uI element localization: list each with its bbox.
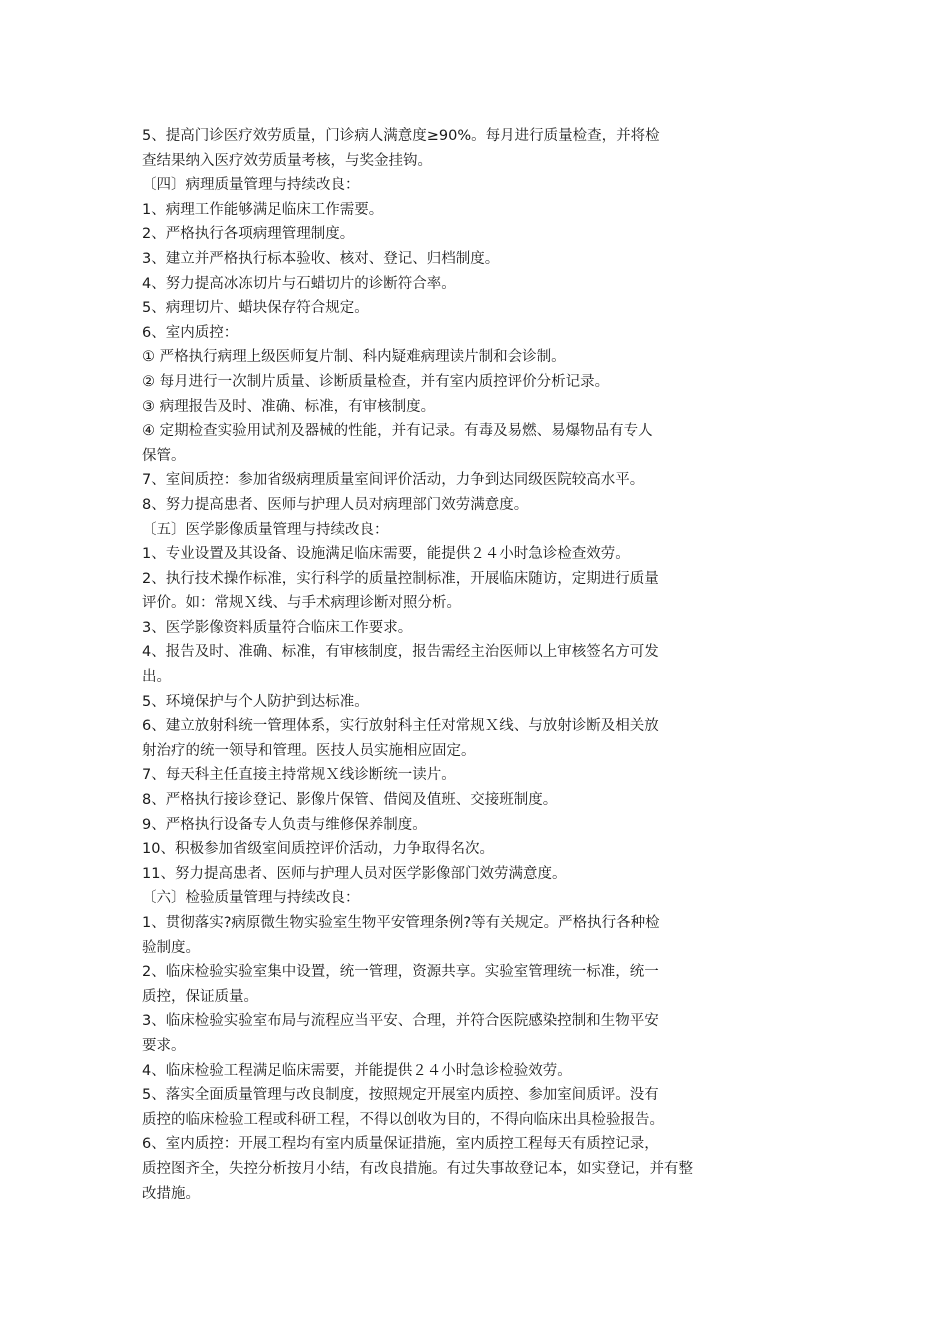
text-line: ② 每月进行一次制片质量、诊断质量检查，并有室内质控评价分析记录。 bbox=[142, 373, 610, 390]
text-line: 验制度。 bbox=[142, 939, 200, 956]
text-line: 2、严格执行各项病理管理制度。 bbox=[142, 226, 355, 243]
section-heading: 〔五〕医学影像质量管理与持续改良： bbox=[142, 521, 389, 538]
text-line: 9、严格执行设备专人负责与维修保养制度。 bbox=[142, 816, 427, 833]
text-line: 出。 bbox=[142, 669, 171, 686]
text-line: 查结果纳入医疗效劳质量考核，与奖金挂钩。 bbox=[142, 152, 432, 169]
text-line: 10、积极参加省级室间质控评价活动，力争取得名次。 bbox=[142, 841, 494, 858]
text-line: 质控，保证质量。 bbox=[142, 988, 258, 1005]
text-line: 4、临床检验工程满足临床需要，并能提供２４小时急诊检验效劳。 bbox=[142, 1062, 572, 1079]
text-line: 要求。 bbox=[142, 1037, 186, 1054]
text-line: 4、努力提高冰冻切片与石蜡切片的诊断符合率。 bbox=[142, 275, 456, 292]
text-line: 7、室间质控：参加省级病理质量室间评价活动，力争到达同级医院较高水平。 bbox=[142, 472, 645, 489]
text-line: 8、严格执行接诊登记、影像片保管、借阅及值班、交接班制度。 bbox=[142, 792, 558, 809]
text-line: 3、医学影像资料质量符合临床工作要求。 bbox=[142, 619, 413, 636]
text-line: 2、执行技术操作标准，实行科学的质量控制标准，开展临床随访，定期进行质量 bbox=[142, 570, 659, 587]
text-line: 5、提高门诊医疗效劳质量，门诊病人满意度≥90%。每月进行质量检查，并将检 bbox=[142, 128, 660, 144]
text-line: 1、病理工作能够满足临床工作需要。 bbox=[142, 201, 384, 218]
text-line: 5、环境保护与个人防护到达标准。 bbox=[142, 693, 369, 710]
text-line: 6、室内质控：开展工程均有室内质量保证措施，室内质控工程每天有质控记录， bbox=[142, 1136, 659, 1153]
text-line: 评价。如：常规Ｘ线、与手术病理诊断对照分析。 bbox=[142, 595, 461, 612]
text-line: ④ 定期检查实验用试剂及器械的性能，并有记录。有毒及易燃、易爆物品有专人 bbox=[142, 423, 653, 440]
text-line: 改措施。 bbox=[142, 1185, 200, 1202]
text-line: 5、病理切片、蜡块保存符合规定。 bbox=[142, 300, 369, 317]
text-line: ① 严格执行病理上级医师复片制、科内疑难病理读片制和会诊制。 bbox=[142, 349, 566, 366]
text-line: 2、临床检验实验室集中设置，统一管理，资源共享。实验室管理统一标准，统一 bbox=[142, 964, 659, 981]
text-line: 射治疗的统一领导和管理。医技人员实施相应固定。 bbox=[142, 742, 476, 759]
text-line: 11、努力提高患者、医师与护理人员对医学影像部门效劳满意度。 bbox=[142, 865, 567, 882]
text-line: 1、贯彻落实?病原微生物实验室生物平安管理条例?等有关规定。严格执行各种检 bbox=[142, 915, 660, 931]
text-line: 1、专业设置及其设备、设施满足临床需要，能提供２４小时急诊检查效劳。 bbox=[142, 546, 630, 563]
text-line: 3、建立并严格执行标本验收、核对、登记、归档制度。 bbox=[142, 250, 500, 267]
text-line: 3、临床检验实验室布局与流程应当平安、合理，并符合医院感染控制和生物平安 bbox=[142, 1013, 659, 1030]
document-body bbox=[142, 124, 802, 1206]
text-line: 7、每天科主任直接主持常规Ｘ线诊断统一读片。 bbox=[142, 767, 456, 784]
text-line: ③ 病理报告及时、准确、标准，有审核制度。 bbox=[142, 398, 436, 415]
section-heading: 〔四〕病理质量管理与持续改良： bbox=[142, 177, 360, 194]
text-line: 质控的临床检验工程或科研工程，不得以创收为目的，不得向临床出具检验报告。 bbox=[142, 1111, 664, 1128]
text-line: 8、努力提高患者、医师与护理人员对病理部门效劳满意度。 bbox=[142, 496, 529, 513]
text-line: 6、室内质控： bbox=[142, 324, 239, 341]
section-heading: 〔六〕检验质量管理与持续改良： bbox=[142, 890, 360, 907]
text-line: 5、落实全面质量管理与改良制度，按照规定开展室内质控、参加室间质评。没有 bbox=[142, 1087, 659, 1104]
text-line: 质控图齐全，失控分析按月小结，有改良措施。有过失事故登记本，如实登记，并有整 bbox=[142, 1160, 693, 1177]
text-line: 4、报告及时、准确、标准，有审核制度，报告需经主治医师以上审核签名方可发 bbox=[142, 644, 659, 661]
text-line: 保管。 bbox=[142, 447, 186, 464]
text-line: 6、建立放射科统一管理体系，实行放射科主任对常规Ｘ线、与放射诊断及相关放 bbox=[142, 718, 659, 735]
